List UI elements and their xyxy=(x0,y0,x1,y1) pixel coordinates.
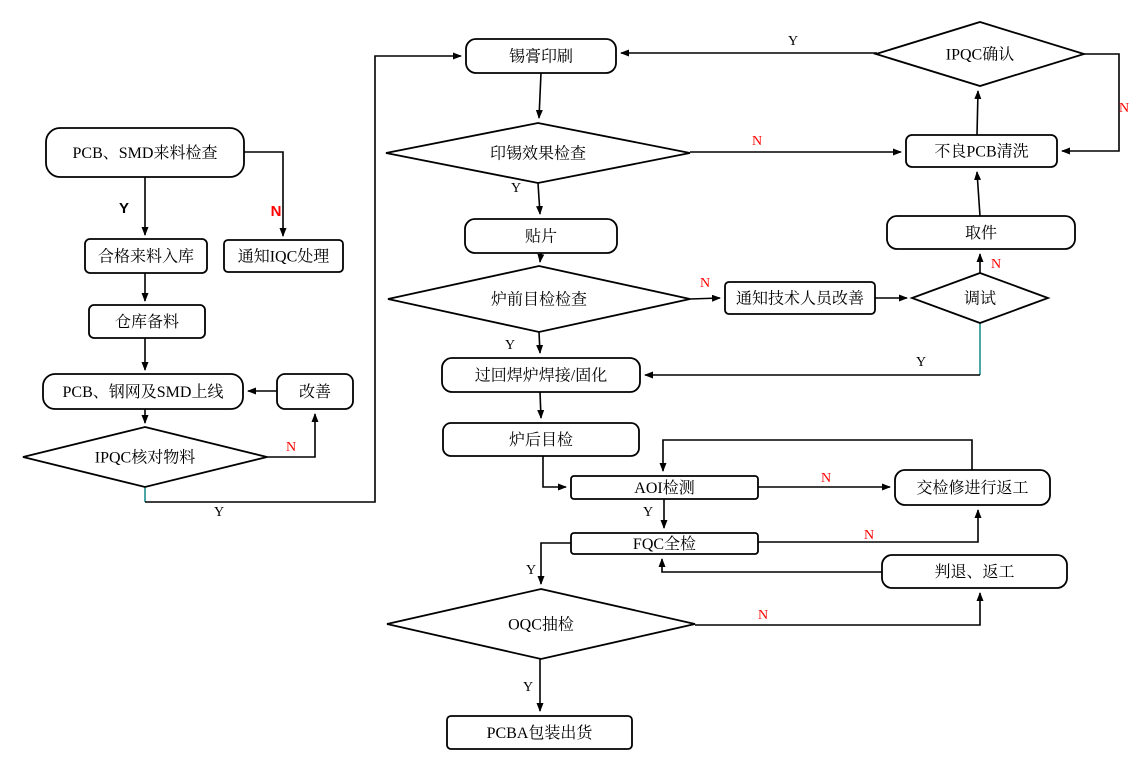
debug-label: 调试 xyxy=(963,290,997,308)
node-pickup xyxy=(887,216,1075,249)
improve-label: 改善 xyxy=(298,384,332,401)
edge-ipqc-confirm-y-to-solder-label: Y xyxy=(787,34,799,49)
edge-pickup-to-clean xyxy=(977,172,980,216)
node-qualified-storage xyxy=(85,239,207,273)
warehouse-prep-label: 仓库备料 xyxy=(114,314,180,331)
edge-pre-oven-n-to-notify-tech xyxy=(690,298,720,299)
node-notify-iqc xyxy=(224,240,343,272)
edge-fqc-n-to-rework-label: N xyxy=(863,528,875,543)
packing-shipping-label: PCBA包装出货 xyxy=(486,725,593,742)
node-bad-pcb-clean xyxy=(906,135,1057,167)
notify-tech-label: 通知技术人员改善 xyxy=(735,290,865,308)
node-placement xyxy=(465,219,617,253)
edge-rework-loop-to-aoi xyxy=(663,440,972,471)
nodes-layer xyxy=(23,22,1084,749)
aoi-test-label: AOI检测 xyxy=(634,480,695,497)
node-ipqc-confirm xyxy=(876,22,1084,86)
pcb-online-label: PCB、钢网及SMD上线 xyxy=(62,384,224,401)
node-print-check xyxy=(386,123,690,183)
rework-repair-label: 交检修进行返工 xyxy=(916,480,1029,497)
edge-pre-oven-y-to-reflow-label: Y xyxy=(504,338,516,353)
node-warehouse-prep xyxy=(89,305,205,338)
notify-iqc-label: 通知IQC处理 xyxy=(237,248,330,266)
edge-oqc-n-to-reject xyxy=(695,593,980,625)
node-oqc-sampling xyxy=(387,589,695,659)
edge-post-oven-to-aoi xyxy=(543,456,566,487)
node-aoi-test xyxy=(571,476,758,499)
qualified-storage-label: 合格来料入库 xyxy=(97,248,195,266)
edge-fqc-y-to-oqc xyxy=(541,543,571,584)
solder-print-label: 锡膏印刷 xyxy=(508,48,574,66)
edge-ipqc-confirm-n-to-clean-label: N xyxy=(1118,101,1130,116)
node-pre-oven-check xyxy=(388,266,690,332)
edge-clean-to-ipqc-confirm xyxy=(977,91,978,135)
node-fqc-full-check xyxy=(571,533,758,554)
node-reflow xyxy=(442,358,640,392)
edge-incoming-to-notify-iqc xyxy=(244,152,283,236)
oqc-sampling-label: OQC抽检 xyxy=(508,616,574,634)
edge-ipqc-verify-y-to-solder xyxy=(145,56,461,502)
edge-aoi-y-to-fqc-label: Y xyxy=(642,505,654,520)
node-improve xyxy=(277,374,353,409)
edge-ipqc-confirm-n-to-clean xyxy=(1062,54,1119,151)
edge-solder-to-print-check xyxy=(539,73,541,118)
ipqc-confirm-label: IPQC确认 xyxy=(945,46,1015,64)
node-pcb-online xyxy=(43,374,243,409)
post-oven-check-label: 炉后目检 xyxy=(508,432,574,449)
edge-fqc-y-to-oqc-label: Y xyxy=(525,563,537,578)
node-notify-tech xyxy=(725,282,875,314)
edge-print-check-y-to-placement xyxy=(538,183,540,214)
pickup-label: 取件 xyxy=(964,225,998,242)
bad-pcb-clean-label: 不良PCB清洗 xyxy=(934,143,1029,161)
edge-oqc-n-to-reject-label: N xyxy=(757,608,769,623)
pre-oven-check-label: 炉前目检检查 xyxy=(490,291,588,309)
fqc-full-check-label: FQC全检 xyxy=(632,536,697,553)
edge-debug-n-to-pickup-label: N xyxy=(990,257,1002,272)
edge-debug-y-to-reflow-label: Y xyxy=(915,355,927,370)
node-post-oven-check xyxy=(443,423,639,456)
node-packing-shipping xyxy=(447,716,632,749)
reject-rework-label: 判退、返工 xyxy=(934,564,1015,581)
edge-print-check-n-to-clean-label: N xyxy=(751,134,763,149)
incoming-inspection-label: PCB、SMD来料检查 xyxy=(72,145,218,162)
edge-placement-to-pre-oven xyxy=(540,253,541,262)
edge-reject-to-fqc xyxy=(662,559,882,572)
edge-ipqc-verify-n-to-improve-label: N xyxy=(285,440,297,455)
edge-ipqc-verify-y-to-solder-label: Y xyxy=(213,505,225,520)
ipqc-verify-label: IPQC核对物料 xyxy=(94,449,196,467)
edge-aoi-n-to-rework-label: N xyxy=(820,471,832,486)
node-reject-rework xyxy=(882,555,1067,588)
edge-pre-oven-y-to-reflow xyxy=(539,332,540,353)
edge-print-check-y-to-placement-label: Y xyxy=(510,181,522,196)
edge-reflow-to-post-oven xyxy=(540,392,541,418)
print-check-label: 印锡效果检查 xyxy=(489,145,587,163)
node-debug xyxy=(912,273,1048,323)
placement-label: 贴片 xyxy=(524,228,558,246)
node-ipqc-verify xyxy=(23,427,267,487)
node-solder-print xyxy=(466,39,616,73)
edge-incoming-to-qualified-label: Y xyxy=(118,200,130,217)
node-incoming-inspection xyxy=(46,128,244,177)
edge-oqc-y-to-packing-label: Y xyxy=(522,680,534,695)
edge-incoming-to-notify-iqc-label: N xyxy=(270,203,282,220)
reflow-label: 过回焊炉焊接/固化 xyxy=(474,367,608,385)
edge-pre-oven-n-to-notify-tech-label: N xyxy=(699,276,711,291)
node-rework-repair xyxy=(895,470,1050,505)
